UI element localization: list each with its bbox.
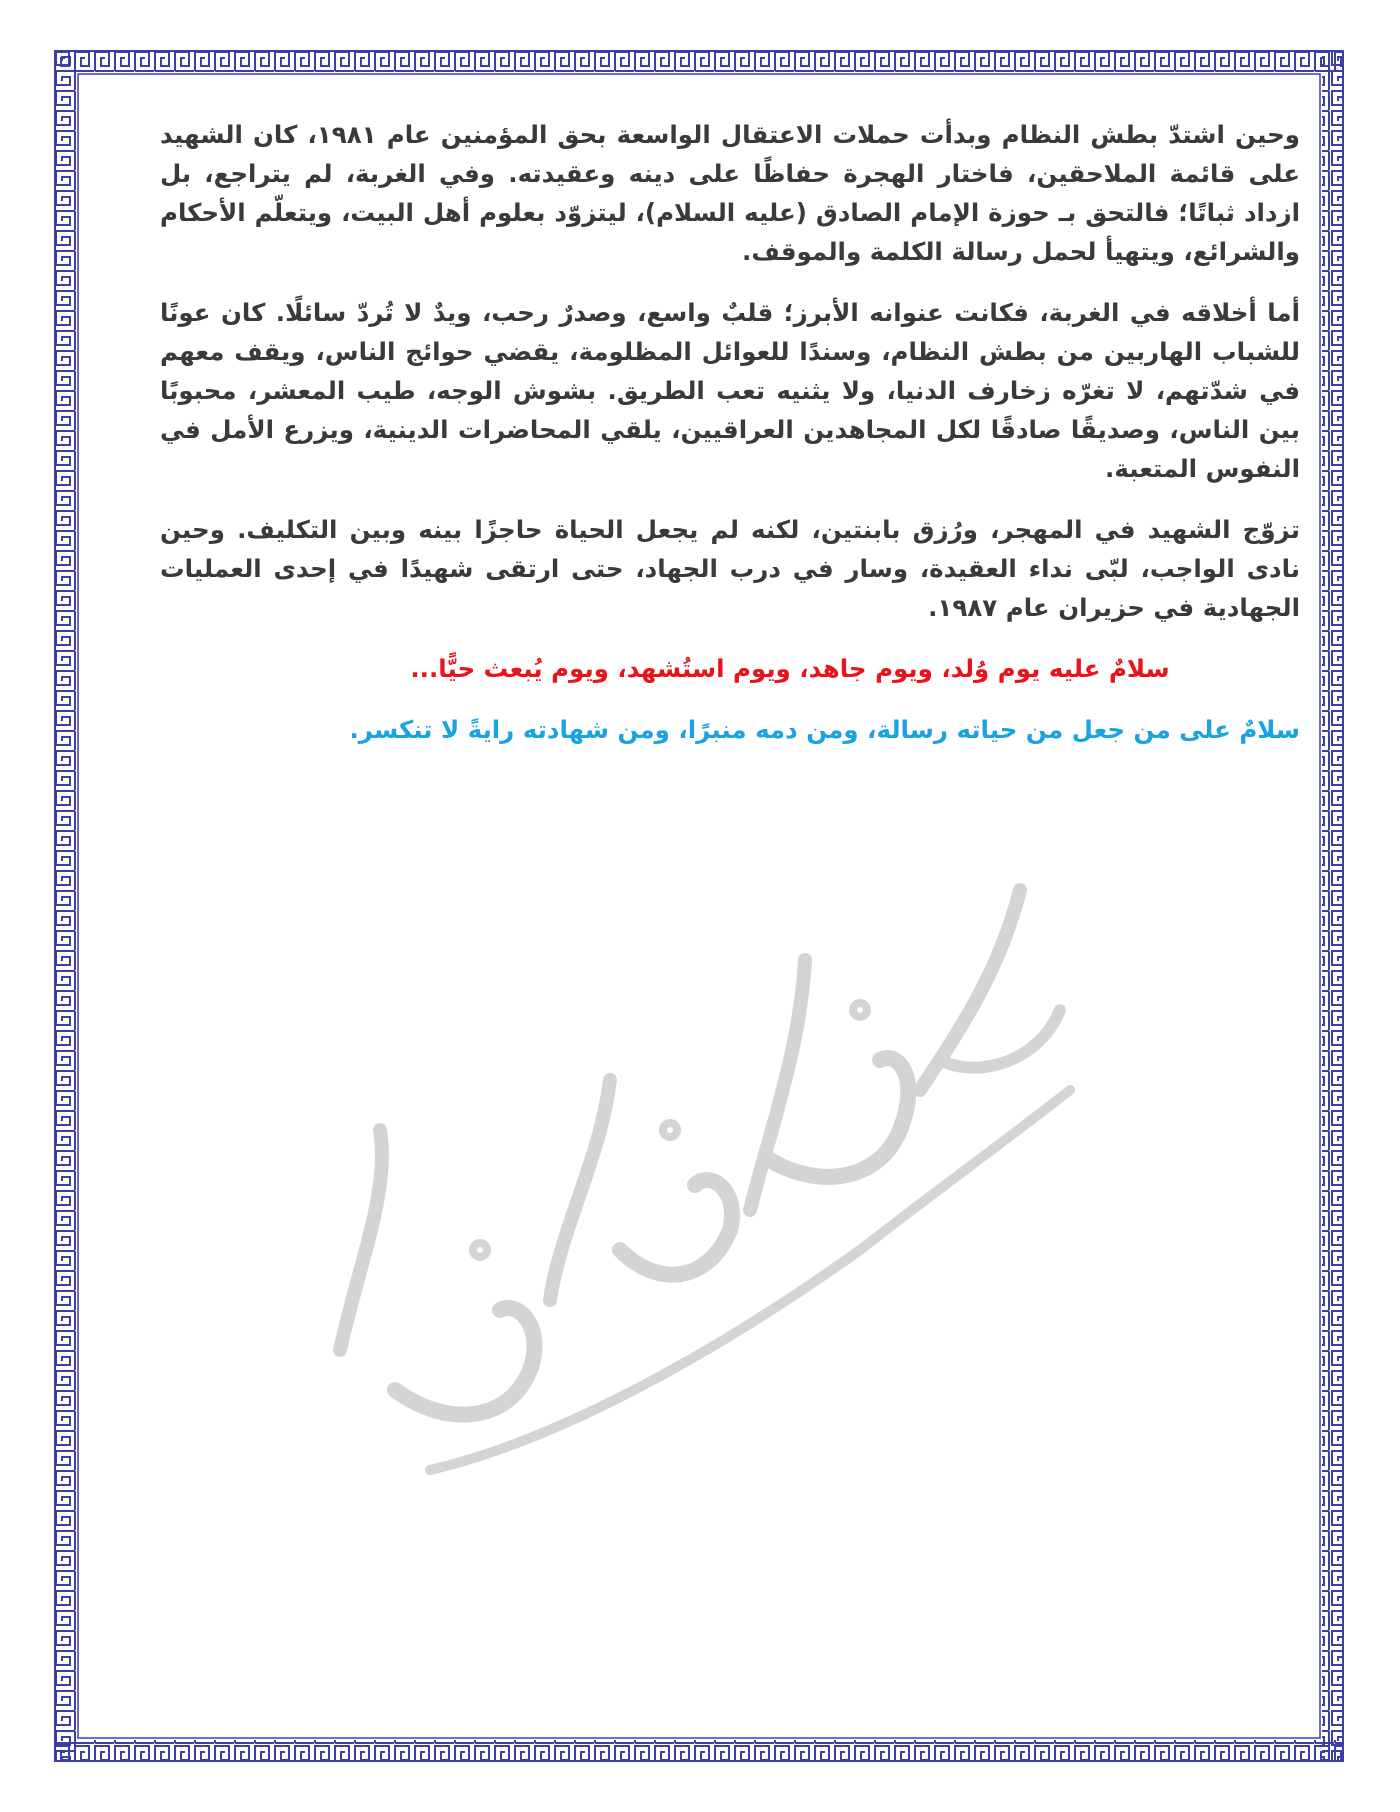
salam-blue-line: سلامٌ على من جعل من حياته رسالة، ومن دمه منبرًا، ومن شهادته رايةً لا تنكسر. — [349, 715, 1300, 744]
salam-red-line: سلامٌ عليه يوم وُلد، ويوم جاهد، ويوم استُشهد، ويوم يُبعث حيًّا... — [410, 654, 1170, 683]
paragraph-2: أما أخلاقه في الغربة، فكانت عنوانه الأبرز؛ قلبٌ واسع، وصدرٌ رحب، ويدٌ لا تُردّ سائلًا. كان عونًا للشباب الهاربين من بطش النظام، وسندًا للعوائل المظلومة، يقضي حوائج الناس، ويقف معهم في شدّتهم، لا تغرّه زخارف الدنيا، ولا يثنيه تعب الطريق. بشوش الوجه، طيب المعشر، محبوبًا بين الناس، وصديقًا صادقًا لكل المجاهدين العراقيين، يلقي المحاضرات الدينية، ويزرع الأمل في النفوس المتعبة. — [160, 298, 1300, 483]
document-body — [160, 115, 1300, 749]
paragraph-3: تزوّج الشهيد في المهجر، ورُزق بابنتين، لكنه لم يجعل الحياة حاجزًا بينه وبين التكليف. وحين نادى الواجب، لبّى نداء العقيدة، وسار في درب الجهاد، حتى ارتقى شهيدًا في إحدى العمليات الجهادية في حزيران عام ١٩٨٧. — [160, 515, 1300, 622]
paragraph-1: وحين اشتدّ بطش النظام وبدأت حملات الاعتقال الواسعة بحق المؤمنين عام ١٩٨١، كان الشهيد على قائمة الملاحقين، فاختار الهجرة حفاظًا على دينه وعقيدته. وفي الغربة، لم يتراجع، بل ازداد ثباتًا؛ فالتحق بـ حوزة الإمام الصادق (عليه السلام)، ليتزوّد بعلوم أهل البيت، ويتعلّم الأحكام والشرائع، ويتهيأ لحمل رسالة الكلمة والموقف. — [160, 120, 1300, 266]
